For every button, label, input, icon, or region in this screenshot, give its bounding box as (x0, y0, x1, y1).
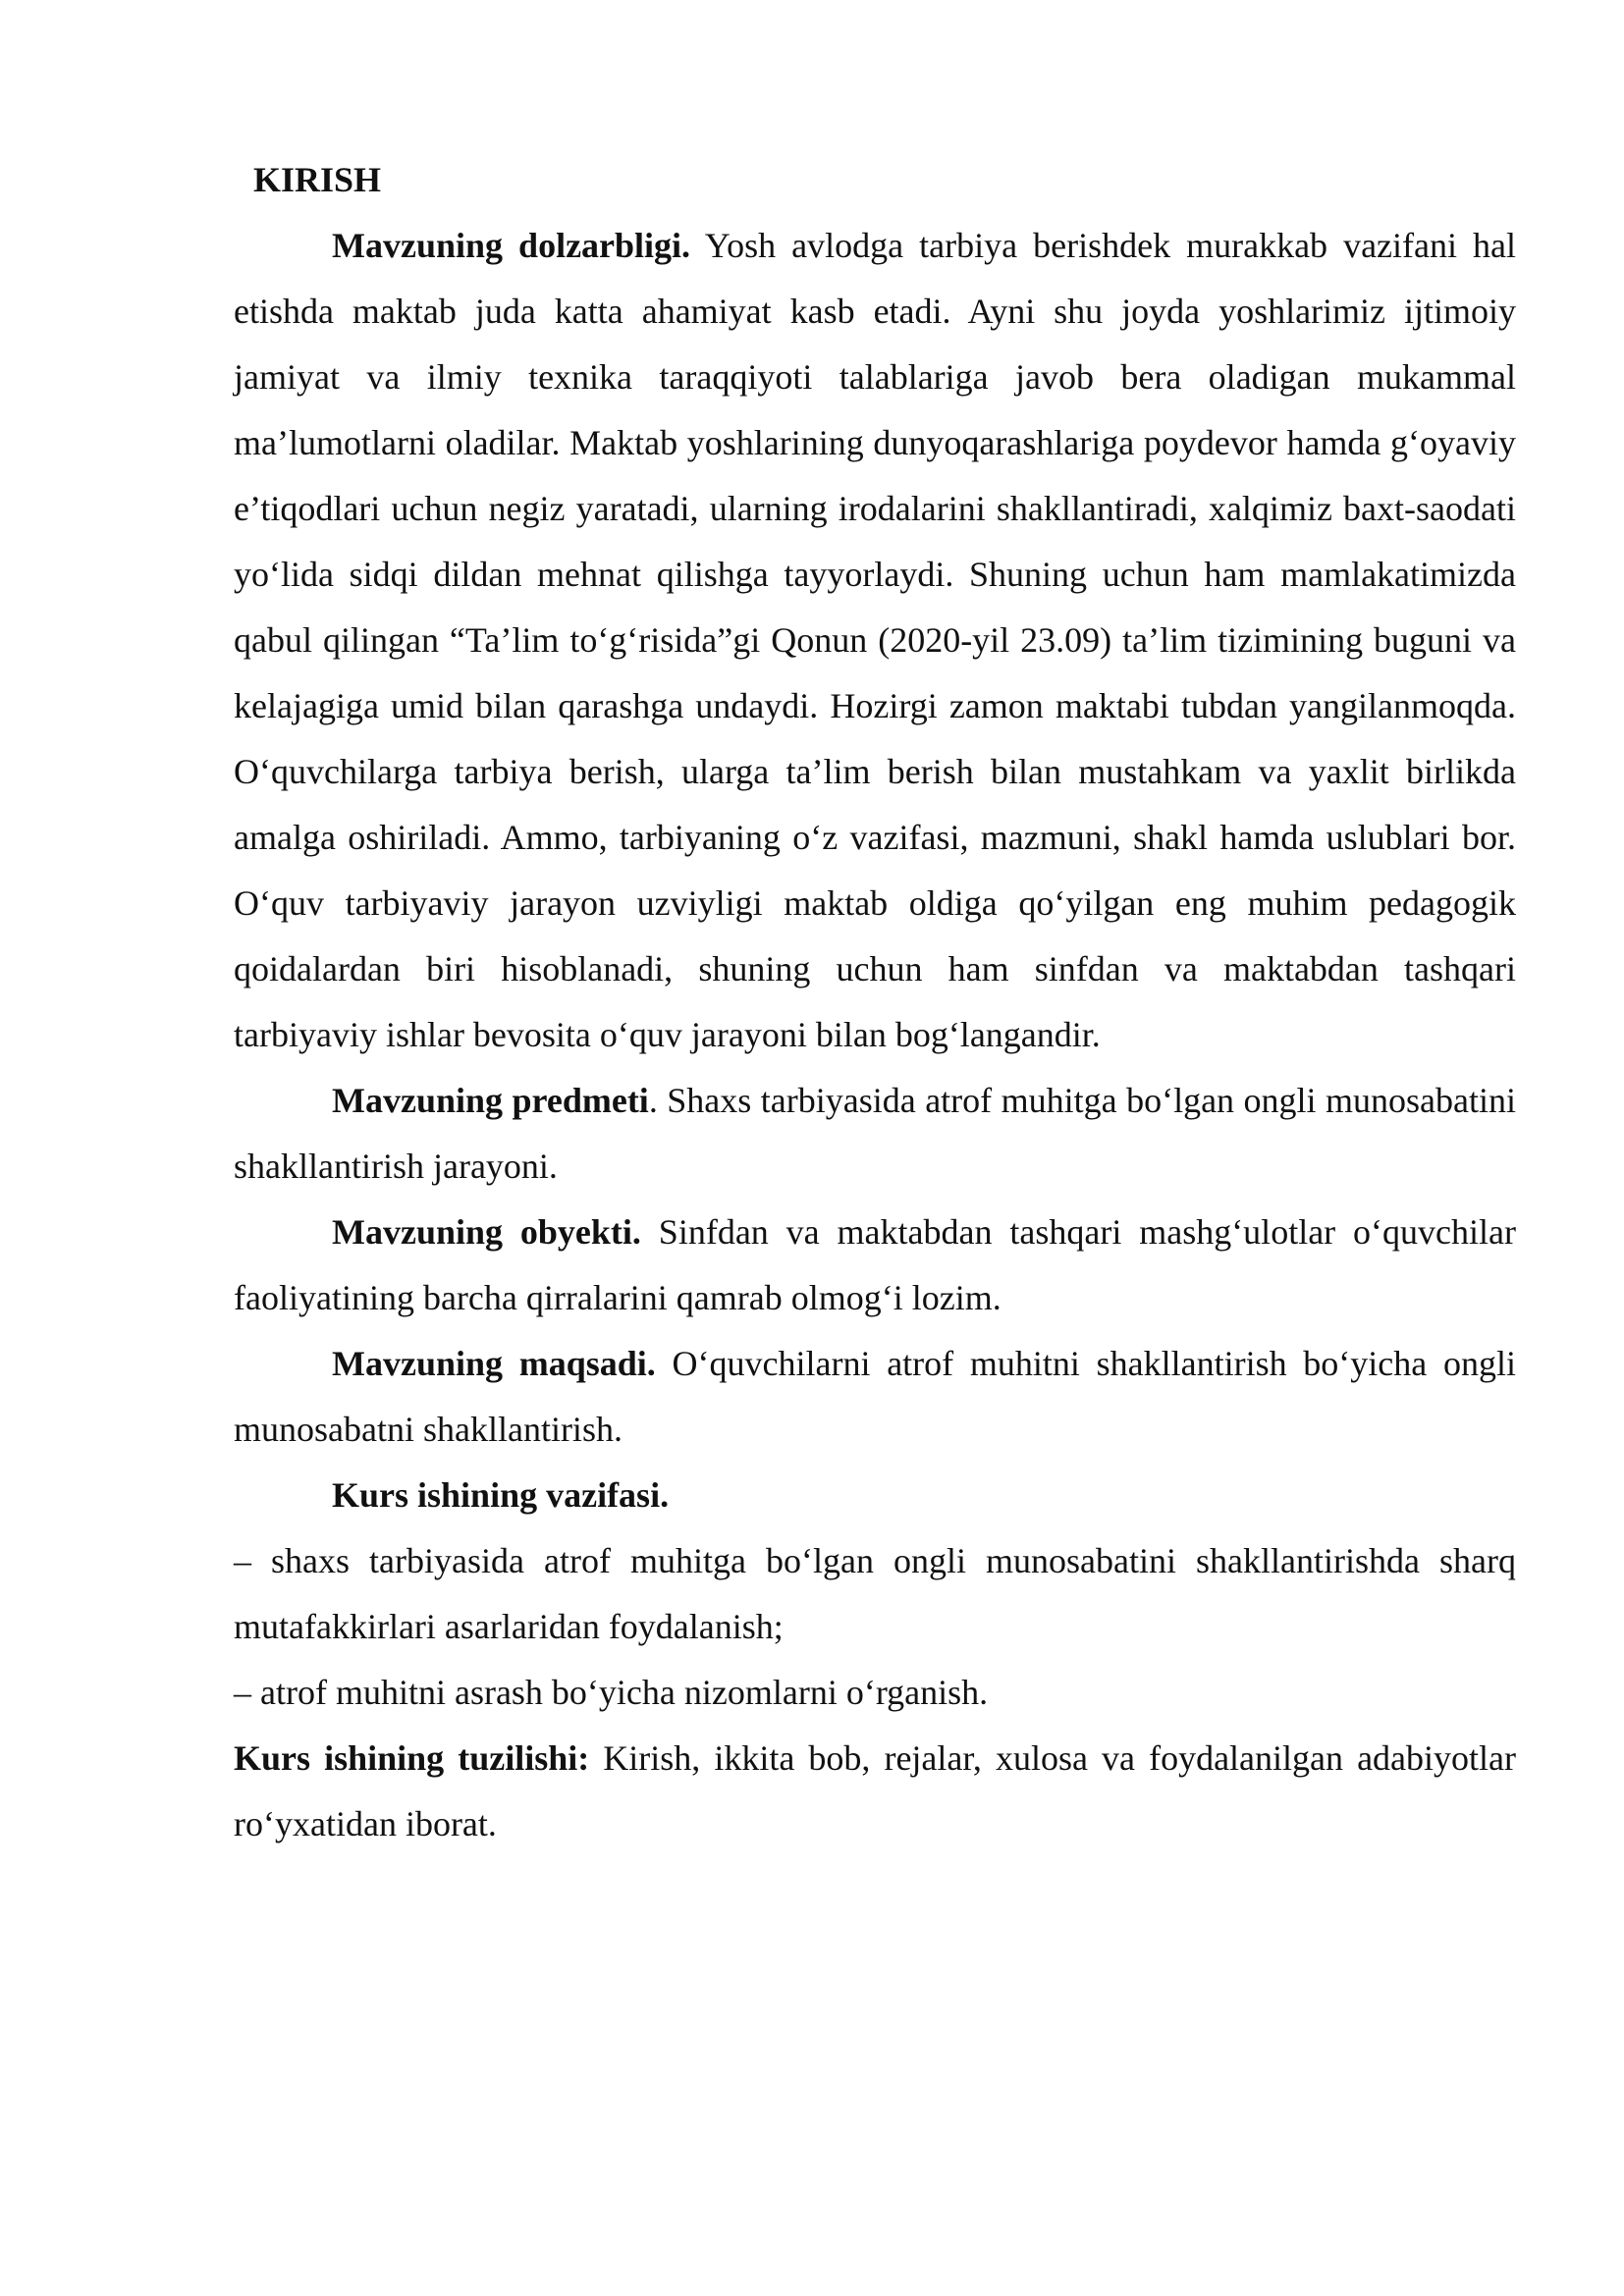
structure-text: Kirish, ikkita bob, rejalar, xulosa va foydalanilgan adabiyotlar ro‘yxatidan iborat. (234, 1738, 1516, 1843)
goal-paragraph (234, 1331, 1516, 1463)
task-item: – shaxs tarbiyasida atrof muhitga bo‘lgan ongli munosabatini shakllantirishda sharq mutafakkirlari asarlaridan foydalanish; (234, 1541, 1516, 1646)
tasks-heading: Kurs ishining vazifasi. (332, 1475, 670, 1515)
relevance-text: Yosh avlodga tarbiya berishdek murakkab vazifani hal etishda maktab juda katta ahamiyat kasb etadi. Ayni shu joyda yoshlarimiz ijtimoiy jamiyat va ilmiy texnika taraqqiyoti talablariga javob bera oladigan mukammal ma’lumotlarni oladilar. Maktab yoshlarining dunyoqarashlariga poydevor hamda g‘oyaviy e’tiqodlari uchun negiz yaratadi, ularning irodalarini shakllantiradi, xalqimiz baxt-saodati yo‘lida sidqi dildan mehnat qilishga tayyorlaydi. Shuning uchun ham mamlakatimizda qabul qilingan “Ta’lim to‘g‘risida”gi Qonun (2020-yil 23.09) ta’lim tizimining buguni va kelajagiga umid bilan qarashga undaydi. Hozirgi zamon maktabi tubdan yangilanmoqda. O‘quvchilarga tarbiya berish, ularga ta’lim berish bilan mustahkam va yaxlit birlikda amalga oshiriladi. Ammo, tarbiyaning o‘z vazifasi, mazmuni, shakl hamda uslublari bor. O‘quv tarbiyaviy jarayon uzviyligi maktab oldiga qo‘yilgan eng muhim pedagogik qoidalardan biri hisoblanadi, shuning uchun ham sinfdan va maktabdan tashqari tarbiyaviy ishlar bevosita o‘quv jarayoni bilan bog‘langandir. (234, 226, 1517, 1054)
subject-paragraph (234, 1068, 1516, 1200)
subject-text: . Shaxs tarbiyasida atrof muhitga bo‘lgan ongli munosabatini shakllantirish jarayoni. (234, 1081, 1516, 1186)
relevance-heading: Mavzuning dolzarbligi. (332, 226, 691, 265)
object-heading: Mavzuning obyekti. (332, 1212, 641, 1252)
relevance-paragraph (234, 213, 1516, 1068)
object-text: Sinfdan va maktabdan tashqari mashg‘ulotlar o‘quvchilar faoliyatining barcha qirralarini qamrab olmog‘i lozim. (234, 1212, 1516, 1317)
structure-heading: Kurs ishining tuzilishi: (234, 1738, 590, 1778)
structure-paragraph (234, 1726, 1516, 1857)
tasks-heading-paragraph (234, 1463, 1516, 1528)
task-item: – atrof muhitni asrash bo‘yicha nizomlarni o‘rganish. (234, 1673, 989, 1712)
page-title: KIRISH (253, 160, 382, 199)
goal-text: O‘quvchilarni atrof muhitni shakllantirish bo‘yicha ongli munosabatni shakllantirish. (234, 1344, 1516, 1449)
object-paragraph (234, 1200, 1516, 1331)
goal-heading: Mavzuning maqsadi. (332, 1344, 656, 1383)
subject-heading: Mavzuning predmeti (332, 1081, 649, 1120)
document-page (234, 147, 1516, 1857)
